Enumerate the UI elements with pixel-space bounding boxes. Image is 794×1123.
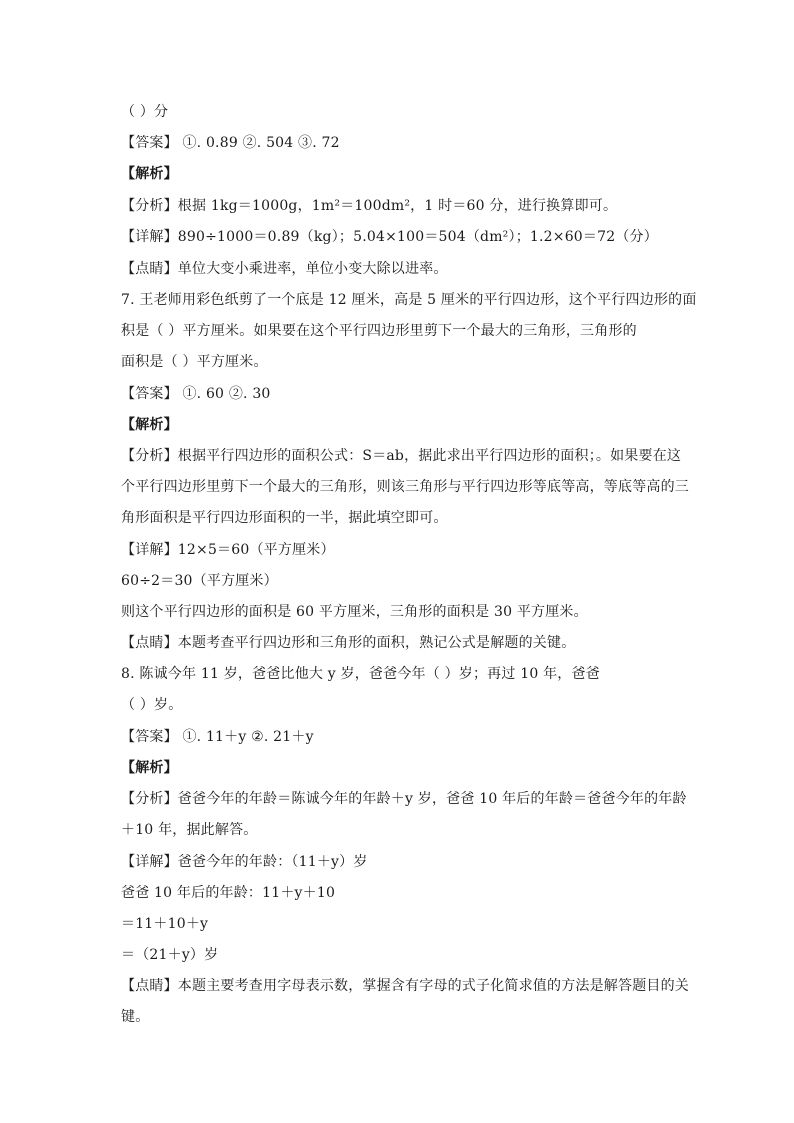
question-7-line-2: 积是（ ）平方厘米。如果要在这个平行四边形里剪下一个最大的三角形，三角形的 xyxy=(121,323,637,339)
detail-text: 【详解】爸爸今年的年龄：（11＋y）岁 xyxy=(121,854,368,870)
blank-answer-line: （ ）分 xyxy=(121,104,169,120)
tip-text: 【点睛】单位大变小乘进率，单位小变大除以进率。 xyxy=(121,261,448,277)
detail-text: ＝（21＋y）岁 xyxy=(121,947,219,963)
question-8-line-1: 8. 陈诚今年 11 岁，爸爸比他大 y 岁，爸爸今年（ ）岁；再过 10 年，爸爸 xyxy=(121,666,600,682)
detail-text: 则这个平行四边形的面积是 60 平方厘米，三角形的面积是 30 平方厘米。 xyxy=(121,604,588,620)
analysis-heading: 【解析】 xyxy=(121,417,178,433)
answer-line: 【答案】 ①. 0.89 ②. 504 ③. 72 xyxy=(121,135,340,151)
question-8-line-2: （ ）岁。 xyxy=(121,697,183,713)
detail-text: 【详解】12×5＝60（平方厘米） xyxy=(121,542,335,558)
analysis-text: 角形面积是平行四边形面积的一半，据此填空即可。 xyxy=(121,510,448,526)
question-7-line-3: 面积是（ ）平方厘米。 xyxy=(121,354,268,370)
analysis-text: 【分析】根据平行四边形的面积公式：S＝ab，据此求出平行四边形的面积；。如果要在这 xyxy=(121,448,682,464)
analysis-text: 【分析】爸爸今年的年龄＝陈诚今年的年龄＋y 岁，爸爸 10 年后的年龄＝爸爸今年的年龄 xyxy=(121,791,687,807)
analysis-text: 【分析】根据 1kg＝1000g，1m²＝100dm²，1 时＝60 分，进行换算即可。 xyxy=(121,198,618,214)
answer-line: 【答案】 ①. 11＋y ②. 21＋y xyxy=(121,729,314,745)
tip-text: 键。 xyxy=(121,1009,150,1025)
analysis-text: 个平行四边形里剪下一个最大的三角形，则该三角形与平行四边形等底等高，等底等高的三 xyxy=(121,479,689,495)
detail-text: ＝11＋10＋y xyxy=(121,916,209,932)
analysis-text: ＋10 年，据此解答。 xyxy=(121,822,258,838)
question-7-line-1: 7. 王老师用彩色纸剪了一个底是 12 厘米，高是 5 厘米的平行四边形，这个平行四边形的面 xyxy=(121,292,697,308)
analysis-heading: 【解析】 xyxy=(121,760,178,776)
analysis-heading: 【解析】 xyxy=(121,166,178,182)
tip-text: 【点睛】本题主要考查用字母表示数，掌握含有字母的式子化简求值的方法是解答题目的关 xyxy=(121,978,689,994)
answer-line: 【答案】 ①. 60 ②. 30 xyxy=(121,386,271,402)
tip-text: 【点睛】本题考查平行四边形和三角形的面积，熟记公式是解题的关键。 xyxy=(121,635,576,651)
detail-text: 爸爸 10 年后的年龄：11＋y＋10 xyxy=(121,885,336,901)
detail-text: 60÷2＝30（平方厘米） xyxy=(121,573,278,589)
detail-text: 【详解】890÷1000＝0.89（kg）；5.04×100＝504（dm²）；1.2×60＝72（分） xyxy=(121,229,658,245)
